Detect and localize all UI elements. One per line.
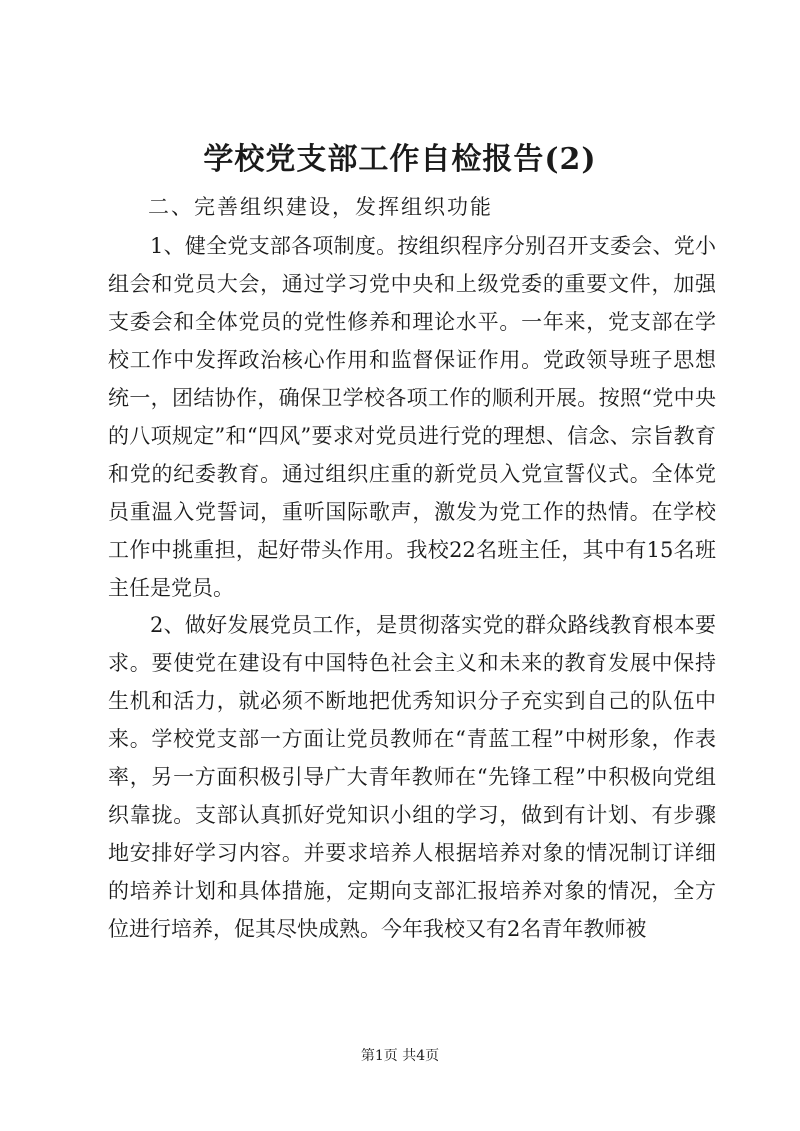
body-paragraph: 2、做好发展党员工作，是贯彻落实党的群众路线教育根本要求。要使党在建设有中国特色社会主义和未来的教育发展中保持生机和活力，就必须不断地把优秀知识分子充实到自己的队伍中来。学校党支部一方面让党员教师在“青蓝工程”中树形象，作表率，另一方面积极引导广大青年教师在“先锋工程”中积极向党组织靠拢。支部认真抓好党知识小组的学习，做到有计划、有步骤地安排好学习内容。并要求培养人根据培养对象的情况制订详细的培养计划和具体措施，定期向支部汇报培养对象的情况，全方位进行培养，促其尽快成熟。今年我校又有2名青年教师被 bbox=[108, 613, 716, 941]
section-heading: 二、完善组织建设，发挥组织功能 bbox=[148, 195, 493, 219]
page-number-footer: 第1页 共4页 bbox=[360, 1048, 440, 1064]
document-title: 学校党支部工作自检报告(2) bbox=[203, 142, 597, 177]
body-paragraph: 1、健全党支部各项制度。按组织程序分别召开支委会、党小组会和党员大会，通过学习党中央和上级党委的重要文件，加强支委会和全体党员的党性修养和理论水平。一年来，党支部在学校工作中发挥政治核心作用和监督保证作用。党政领导班子思想统一，团结协作，确保卫学校各项工作的顺利开展。按照“党中央的八项规定”和“四风”要求对党员进行党的理想、信念、宗旨教育和党的纪委教育。通过组织庄重的新党员入党宣誓仪式。全体党员重温入党誓词，重听国际歌声，激发为党工作的热情。在学校工作中挑重担，起好带头作用。我校22名班主任，其中有15名班主任是党员。 bbox=[108, 234, 716, 600]
